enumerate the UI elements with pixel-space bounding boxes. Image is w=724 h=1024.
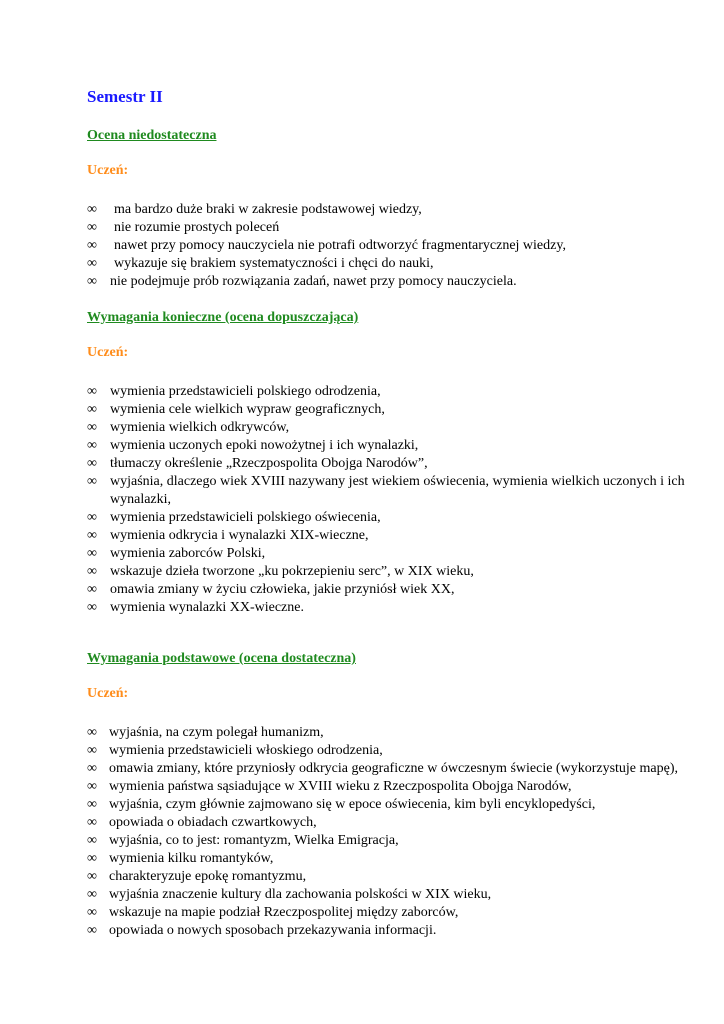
list-item <box>67 886 687 904</box>
infinity-bullet-icon: ∞ <box>87 238 97 253</box>
list-item <box>67 832 687 850</box>
list-item <box>67 237 687 255</box>
list-item-text: nie podejmuje prób rozwiązania zadań, nawet przy pomocy nauczyciela. <box>110 274 517 289</box>
list-item <box>67 437 687 455</box>
list-item <box>67 796 687 814</box>
list-item-text: wymienia przedstawicieli polskiego oświecenia, <box>110 510 381 525</box>
list-item <box>67 455 687 473</box>
infinity-bullet-icon: ∞ <box>87 851 97 866</box>
list-item <box>67 868 687 886</box>
list-item-text: wyjaśnia znaczenie kultury dla zachowania polskości w XIX wieku, <box>109 887 492 902</box>
infinity-bullet-icon: ∞ <box>87 474 97 489</box>
list-item <box>67 255 687 273</box>
list-item-text: opowiada o nowych sposobach przekazywania informacji. <box>109 923 437 938</box>
infinity-bullet-icon: ∞ <box>87 420 97 435</box>
list-item <box>67 419 687 437</box>
list-item <box>67 509 687 527</box>
infinity-bullet-icon: ∞ <box>87 905 97 920</box>
list-item-text: omawia zmiany w życiu człowieka, jakie przyniósł wiek XX, <box>110 582 455 597</box>
infinity-bullet-icon: ∞ <box>87 438 97 453</box>
requirements-list-niedostateczna <box>87 201 687 291</box>
infinity-bullet-icon: ∞ <box>87 564 97 579</box>
list-item-text: wymienia odkrycia i wynalazki XIX-wieczne, <box>110 528 369 543</box>
list-item <box>67 473 687 509</box>
section-heading-niedostateczna: Ocena niedostateczna <box>87 128 217 143</box>
list-item-text: wskazuje dzieła tworzone „ku pokrzepieniu serc”, w XIX wieku, <box>110 564 474 579</box>
list-item-text: wyjaśnia, na czym polegał humanizm, <box>109 725 324 740</box>
list-item <box>67 778 687 796</box>
list-item-text: nawet przy pomocy nauczyciela nie potrafi odtworzyć fragmentarycznej wiedzy, <box>114 238 566 253</box>
infinity-bullet-icon: ∞ <box>87 256 97 271</box>
infinity-bullet-icon: ∞ <box>87 582 97 597</box>
list-item-text: wymienia przedstawicieli włoskiego odrodzenia, <box>109 743 383 758</box>
infinity-bullet-icon: ∞ <box>87 220 97 235</box>
infinity-bullet-icon: ∞ <box>87 797 97 812</box>
list-item <box>67 850 687 868</box>
list-item <box>67 760 687 778</box>
infinity-bullet-icon: ∞ <box>87 546 97 561</box>
infinity-bullet-icon: ∞ <box>87 384 97 399</box>
infinity-bullet-icon: ∞ <box>87 743 97 758</box>
list-item <box>67 922 687 940</box>
list-item <box>67 545 687 563</box>
infinity-bullet-icon: ∞ <box>87 600 97 615</box>
list-item-text: omawia zmiany, które przyniosły odkrycia geograficzne w ówczesnym świecie (wykorzystuje mapę), <box>109 761 678 776</box>
list-item <box>67 527 687 545</box>
infinity-bullet-icon: ∞ <box>87 833 97 848</box>
infinity-bullet-icon: ∞ <box>87 402 97 417</box>
list-item-text: wyjaśnia, czym głównie zajmowano się w epoce oświecenia, kim byli encyklopedyści, <box>109 797 596 812</box>
list-item-text: wymienia zaborców Polski, <box>110 546 266 561</box>
list-item-text: wskazuje na mapie podział Rzeczpospolitej między zaborców, <box>109 905 459 920</box>
uczen-label: Uczeń: <box>87 163 129 178</box>
infinity-bullet-icon: ∞ <box>87 815 97 830</box>
list-item-text: wymienia uczonych epoki nowożytnej i ich wynalazki, <box>110 438 419 453</box>
infinity-bullet-icon: ∞ <box>87 274 97 289</box>
list-item-text: wykazuje się brakiem systematyczności i chęci do nauki, <box>114 256 434 271</box>
list-item-text: nie rozumie prostych poleceń <box>114 220 280 235</box>
semester-title: Semestr II <box>87 87 163 106</box>
list-item <box>67 401 687 419</box>
infinity-bullet-icon: ∞ <box>87 456 97 471</box>
list-item <box>67 599 687 617</box>
list-item-text: ma bardzo duże braki w zakresie podstawowej wiedzy, <box>114 202 422 217</box>
list-item-text: wymienia państwa sąsiadujące w XVIII wieku z Rzeczpospolita Obojga Narodów, <box>109 779 572 794</box>
list-item-text: wymienia przedstawicieli polskiego odrodzenia, <box>110 384 381 399</box>
list-item <box>67 814 687 832</box>
list-item <box>67 383 687 401</box>
section-heading-dostateczna: Wymagania podstawowe (ocena dostateczna) <box>87 651 356 666</box>
infinity-bullet-icon: ∞ <box>87 202 97 217</box>
list-item-text: wymienia kilku romantyków, <box>109 851 274 866</box>
uczen-label: Uczeń: <box>87 686 129 701</box>
list-item-text: wymienia wielkich odkrywców, <box>110 420 290 435</box>
list-item-text: opowiada o obiadach czwartkowych, <box>109 815 317 830</box>
list-item <box>67 219 687 237</box>
infinity-bullet-icon: ∞ <box>87 869 97 884</box>
list-item-text: wyjaśnia, co to jest: romantyzm, Wielka Emigracja, <box>109 833 399 848</box>
uczen-label: Uczeń: <box>87 345 129 360</box>
document-page <box>87 86 687 940</box>
infinity-bullet-icon: ∞ <box>87 528 97 543</box>
infinity-bullet-icon: ∞ <box>87 725 97 740</box>
list-item <box>67 904 687 922</box>
list-item <box>67 273 687 291</box>
requirements-list-dostateczna <box>87 724 687 940</box>
list-item-text: charakteryzuje epokę romantyzmu, <box>109 869 307 884</box>
infinity-bullet-icon: ∞ <box>87 779 97 794</box>
list-item <box>67 201 687 219</box>
infinity-bullet-icon: ∞ <box>87 761 97 776</box>
infinity-bullet-icon: ∞ <box>87 510 97 525</box>
list-item-text: tłumaczy określenie „Rzeczpospolita Obojga Narodów”, <box>110 456 428 471</box>
infinity-bullet-icon: ∞ <box>87 923 97 938</box>
list-item <box>67 581 687 599</box>
list-item <box>67 724 687 742</box>
list-item <box>67 742 687 760</box>
infinity-bullet-icon: ∞ <box>87 887 97 902</box>
list-item <box>67 563 687 581</box>
list-item-text: wymienia cele wielkich wypraw geograficznych, <box>110 402 385 417</box>
list-item-text: wyjaśnia, dlaczego wiek XVIII nazywany jest wiekiem oświecenia, wymienia wielkich uczonych i ich wynalazki, <box>110 474 685 507</box>
section-heading-dopuszczajaca: Wymagania konieczne (ocena dopuszczająca) <box>87 310 359 325</box>
list-item-text: wymienia wynalazki XX-wieczne. <box>110 600 304 615</box>
requirements-list-dopuszczajaca <box>87 383 687 617</box>
